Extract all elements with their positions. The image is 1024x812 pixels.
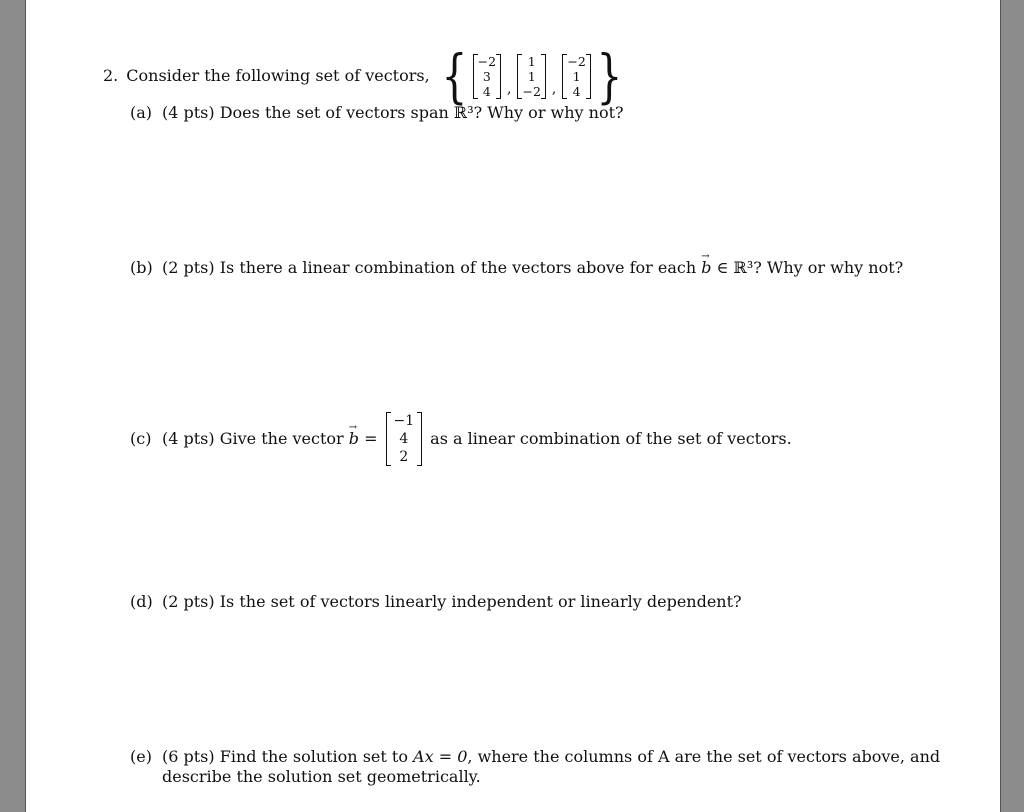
left-brace: { (441, 42, 468, 110)
vector-b-symbol: → b (349, 429, 359, 449)
vector-b: −1 4 2 (386, 412, 423, 466)
question-2 (103, 42, 628, 110)
vector-1: −2 3 4 (473, 54, 501, 99)
part-e-text-after: , where the columns of A are the set of vectors above, and (467, 747, 941, 766)
vector-set: { −2 3 4 , 1 1 −2 , −2 1 4 } (441, 42, 623, 110)
equation: Ax = 0 (413, 747, 468, 766)
question-prompt: Consider the following set of vectors, (126, 66, 430, 85)
part-b-label: (b) (130, 258, 153, 277)
part-d (130, 592, 742, 612)
part-d-label: (d) (130, 592, 153, 611)
vector-2: 1 1 −2 (517, 54, 545, 99)
part-b-text-before: (2 pts) Is there a linear combination of the vectors above for each (162, 258, 702, 277)
part-a-label: (a) (130, 103, 153, 122)
part-e-line2: describe the solution set geometrically. (162, 767, 481, 786)
vector-b-symbol: → b (701, 258, 711, 278)
question-number: 2. (103, 66, 119, 85)
part-e-text-before: (6 pts) Find the solution set to (162, 747, 414, 766)
part-a (130, 103, 624, 123)
part-b (130, 258, 903, 278)
part-e (130, 747, 970, 787)
part-c-label: (c) (130, 429, 152, 448)
document-page (25, 0, 1001, 812)
part-c-text-after: as a linear combination of the set of vectors. (430, 429, 792, 448)
part-c-text-before: (4 pts) Give the vector (162, 429, 349, 448)
equals-sign: = (359, 429, 378, 448)
part-a-text: (4 pts) Does the set of vectors span ℝ³? Why or why not? (162, 103, 624, 122)
part-d-text: (2 pts) Is the set of vectors linearly independent or linearly dependent? (162, 592, 742, 611)
part-e-label: (e) (130, 747, 152, 766)
right-brace: } (596, 42, 623, 110)
part-b-text-after: ∈ ℝ³? Why or why not? (711, 258, 904, 277)
vector-3: −2 1 4 (562, 54, 590, 99)
part-c (130, 412, 792, 466)
